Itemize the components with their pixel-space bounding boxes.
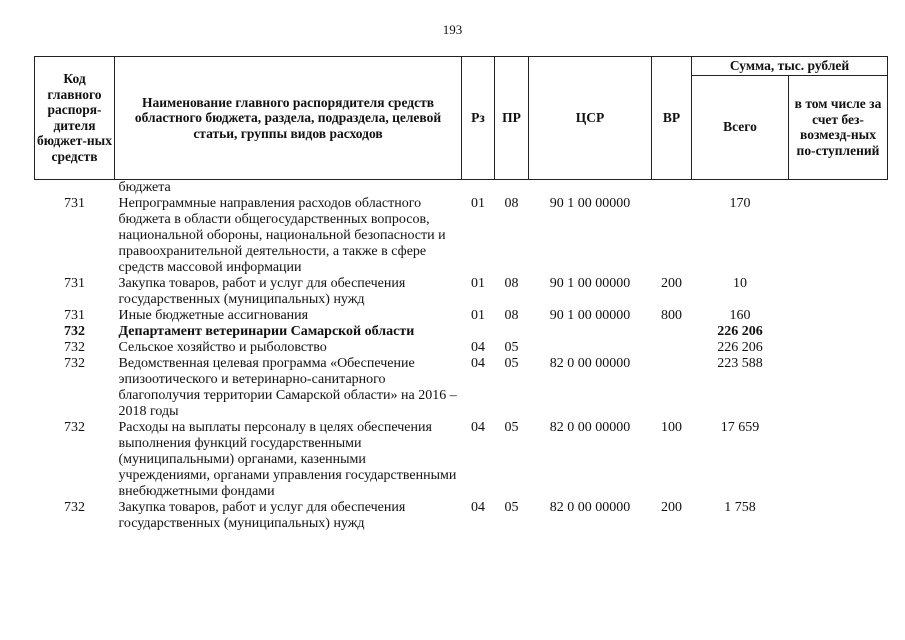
table-row <box>35 420 888 500</box>
cell-vr <box>652 179 692 196</box>
table-row <box>35 356 888 420</box>
cell-total: 160 <box>729 307 751 323</box>
cell-csr: 90 1 00 00000 <box>549 307 631 323</box>
cell-gratuitous <box>789 276 888 308</box>
cell-name: Ведомственная целевая программа «Обеспечение эпизоотического и ветеринарно-санитарного благополучия территории Самарской области» на 2016 –2018 годы <box>118 355 457 419</box>
table-row <box>35 276 888 308</box>
cell-code: 732 <box>64 323 85 339</box>
cell-total: 226 206 <box>717 339 763 355</box>
header-csr: ЦСР <box>529 57 652 180</box>
cell-pr: 05 <box>504 419 519 435</box>
cell-pr: 08 <box>504 275 519 291</box>
cell-code: 731 <box>64 195 85 211</box>
cell-vr <box>652 196 692 276</box>
cell-vr: 200 <box>661 499 682 515</box>
header-pr: ПР <box>495 57 529 180</box>
cell-rz <box>462 179 495 196</box>
cell-vr: 200 <box>661 275 682 291</box>
header-rz: Рз <box>462 57 495 180</box>
cell-pr <box>495 179 529 196</box>
table-row <box>35 340 888 356</box>
cell-gratuitous <box>789 308 888 324</box>
cell-total <box>692 179 789 196</box>
table-body <box>35 179 888 532</box>
cell-rz: 04 <box>471 339 485 355</box>
cell-total: 1 758 <box>724 499 756 515</box>
cell-code: 731 <box>64 307 85 323</box>
table-row <box>35 196 888 276</box>
page-number: 193 <box>442 22 463 37</box>
header-gratuitous: в том числе за счет без-возмезд-ных по-ступлений <box>789 75 888 179</box>
cell-csr: 82 0 00 00000 <box>549 355 631 371</box>
header-total: Всего <box>692 75 789 179</box>
header-vr: ВР <box>652 57 692 180</box>
cell-name: Расходы на выплаты персоналу в целях обеспечения выполнения функций государственными (муниципальными) органами, казенными учреждениями, органами управления государственными внебюджетными фондами <box>118 419 457 499</box>
cell-rz: 01 <box>471 195 485 211</box>
budget-table <box>34 56 888 532</box>
cell-pr: 08 <box>504 195 519 211</box>
cell-vr: 100 <box>661 419 682 435</box>
cell-gratuitous <box>789 324 888 340</box>
cell-csr <box>529 179 652 196</box>
cell-rz: 04 <box>471 355 485 371</box>
cell-pr: 05 <box>504 339 519 355</box>
table-header <box>35 57 888 180</box>
cell-gratuitous <box>789 500 888 532</box>
cell-pr: 05 <box>504 355 519 371</box>
header-sum: Сумма, тыс. рублей <box>692 57 888 76</box>
cell-csr: 82 0 00 00000 <box>549 499 631 515</box>
cell-total: 10 <box>733 275 747 291</box>
cell-code: 732 <box>64 339 85 355</box>
cell-csr: 90 1 00 00000 <box>549 275 631 291</box>
cell-vr <box>652 324 692 340</box>
cell-rz: 04 <box>471 499 485 515</box>
cell-total: 17 659 <box>720 419 760 435</box>
table-row <box>35 500 888 532</box>
cell-vr <box>652 356 692 420</box>
cell-csr <box>529 340 652 356</box>
cell-rz: 01 <box>471 275 485 291</box>
table-row <box>35 179 888 196</box>
cell-name: Сельское хозяйство и рыболовство <box>118 339 327 355</box>
cell-gratuitous <box>789 356 888 420</box>
cell-name: Закупка товаров, работ и услуг для обеспечения государственных (муниципальных) нужд <box>118 499 406 531</box>
cell-total: 226 206 <box>717 323 763 339</box>
table-row <box>35 308 888 324</box>
cell-vr: 800 <box>661 307 682 323</box>
cell-pr: 08 <box>504 307 519 323</box>
header-name: Наименование главного распорядителя средств областного бюджета, раздела, подраздела, целевой статьи, группы видов расходов <box>115 57 462 180</box>
cell-code <box>35 179 115 196</box>
cell-name: бюджета <box>118 179 171 195</box>
cell-csr: 82 0 00 00000 <box>549 419 631 435</box>
cell-name: Иные бюджетные ассигнования <box>118 307 309 323</box>
cell-code: 732 <box>64 355 85 371</box>
cell-gratuitous <box>789 420 888 500</box>
cell-name: Закупка товаров, работ и услуг для обеспечения государственных (муниципальных) нужд <box>118 275 406 307</box>
cell-csr <box>529 324 652 340</box>
cell-gratuitous <box>789 340 888 356</box>
cell-rz <box>462 324 495 340</box>
cell-rz: 01 <box>471 307 485 323</box>
cell-rz: 04 <box>471 419 485 435</box>
cell-code: 732 <box>64 419 85 435</box>
cell-vr <box>652 340 692 356</box>
cell-total: 170 <box>729 195 751 211</box>
header-code: Код главного распоря-дителя бюджет-ных средств <box>35 57 115 180</box>
cell-csr: 90 1 00 00000 <box>549 195 631 211</box>
cell-pr: 05 <box>504 499 519 515</box>
cell-pr <box>495 324 529 340</box>
cell-name: Департамент ветеринарии Самарской области <box>118 323 415 339</box>
cell-gratuitous <box>789 196 888 276</box>
cell-code: 731 <box>64 275 85 291</box>
cell-total: 223 588 <box>717 355 763 371</box>
cell-name: Непрограммные направления расходов областного бюджета в области общегосударственных вопросов, национальной обороны, национальной безопасности и правоохранительной деятельности, а также в сфере средств массовой информации <box>118 195 446 275</box>
cell-gratuitous <box>789 179 888 196</box>
table-row <box>35 324 888 340</box>
cell-code: 732 <box>64 499 85 515</box>
